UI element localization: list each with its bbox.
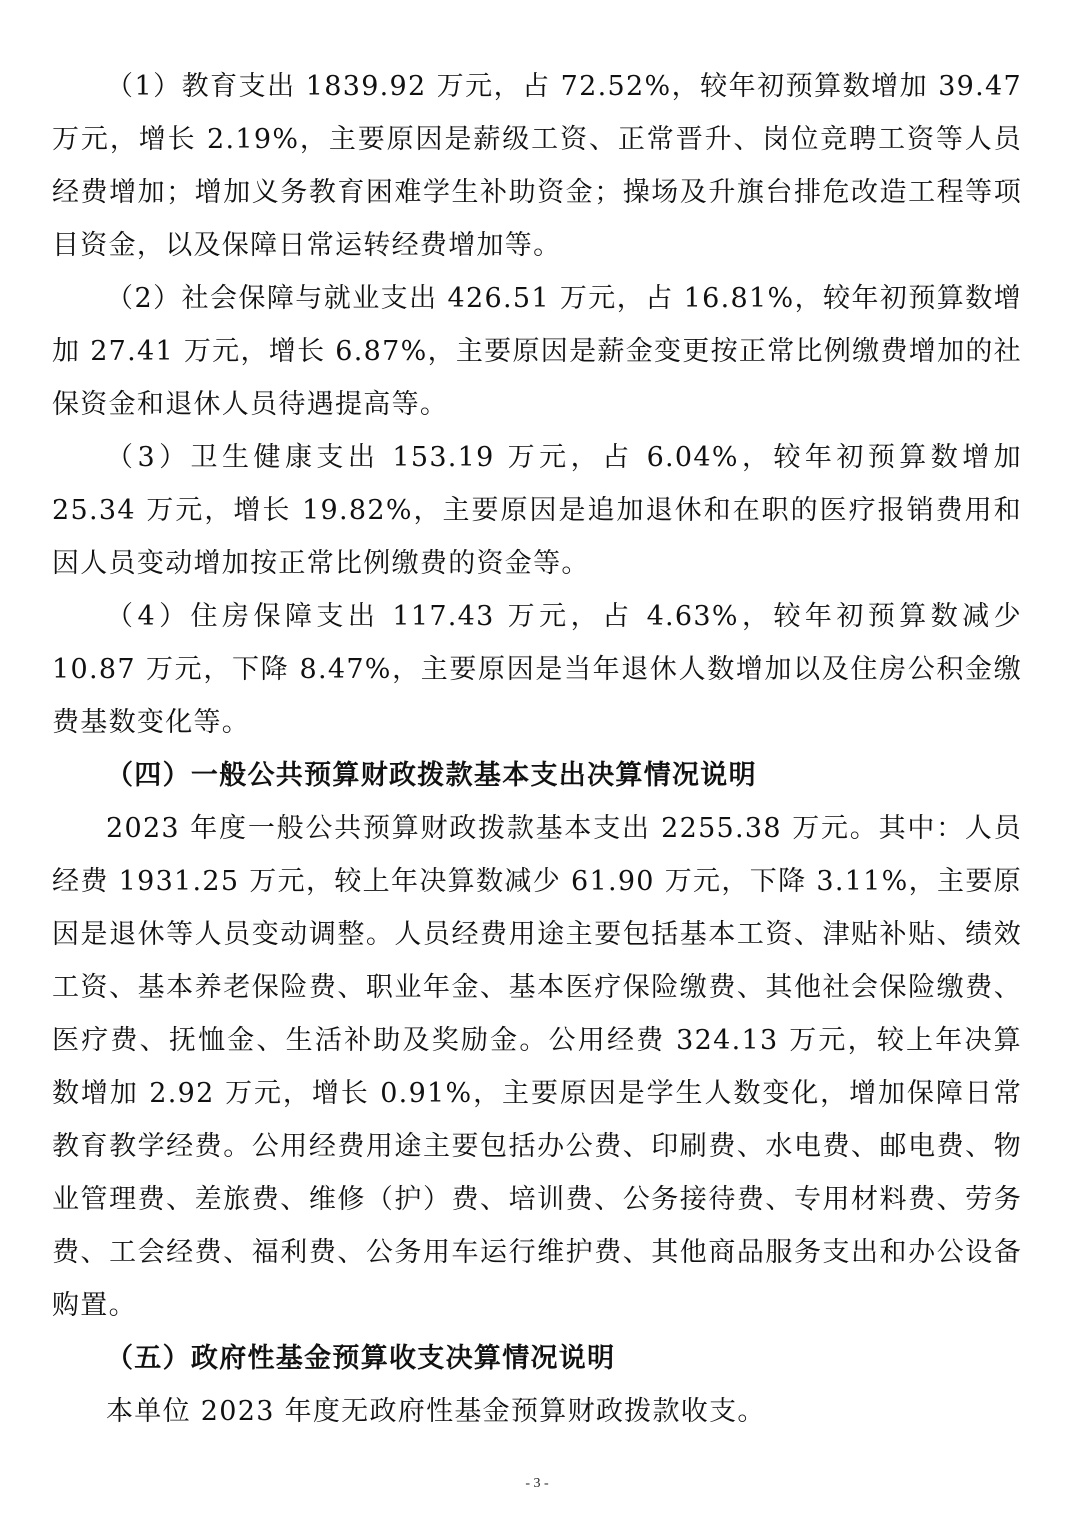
paragraph-social-security-expenditure: （2）社会保障与就业支出 426.51 万元，占 16.81%，较年初预算数增加 27.41 万元，增长 6.87%，主要原因是薪金变更按正常比例缴费增加的社保资金和退休人员待遇提高等。 (52, 283, 1022, 420)
document-body (52, 60, 1022, 1438)
paragraph-government-fund: 本单位 2023 年度无政府性基金预算财政拨款收支。 (106, 1396, 766, 1427)
paragraph-basic-expenditure: 2023 年度一般公共预算财政拨款基本支出 2255.38 万元。其中：人员经费 1931.25 万元，较上年决算数减少 61.90 万元，下降 3.11%，主要原因是退休等人员变动调整。人员经费用途主要包括基本工资、津贴补贴、绩效工资、基本养老保险费、职业年金、基本医疗保险缴费、其他社会保险缴费、医疗费、抚恤金、生活补助及奖励金。公用经费 324.13 万元，较上年决算数增加 2.92 万元，增长 0.91%，主要原因是学生人数变化，增加保障日常教育教学经费。公用经费用途主要包括办公费、印刷费、水电费、邮电费、物业管理费、差旅费、维修（护）费、培训费、公务接待费、专用材料费、劳务费、工会经费、福利费、公务用车运行维护费、其他商品服务支出和办公设备购置。 (52, 813, 1022, 1321)
section-heading-government-fund: （五）政府性基金预算收支决算情况说明 (106, 1343, 616, 1374)
paragraph-housing-expenditure: （4）住房保障支出 117.43 万元，占 4.63%，较年初预算数减少 10.87 万元，下降 8.47%，主要原因是当年退休人数增加以及住房公积金缴费基数变化等。 (52, 601, 1022, 738)
page-number: - 3 - (525, 1476, 549, 1491)
paragraph-health-expenditure: （3）卫生健康支出 153.19 万元，占 6.04%，较年初预算数增加 25.34 万元，增长 19.82%，主要原因是追加退休和在职的医疗报销费用和因人员变动增加按正常比例缴费的资金等。 (52, 442, 1022, 579)
section-heading-basic-expenditure: （四）一般公共预算财政拨款基本支出决算情况说明 (106, 760, 757, 791)
paragraph-education-expenditure: （1）教育支出 1839.92 万元，占 72.52%，较年初预算数增加 39.47 万元，增长 2.19%，主要原因是薪级工资、正常晋升、岗位竞聘工资等人员经费增加；增加义务教育困难学生补助资金；操场及升旗台排危改造工程等项目资金，以及保障日常运转经费增加等。 (52, 71, 1022, 261)
